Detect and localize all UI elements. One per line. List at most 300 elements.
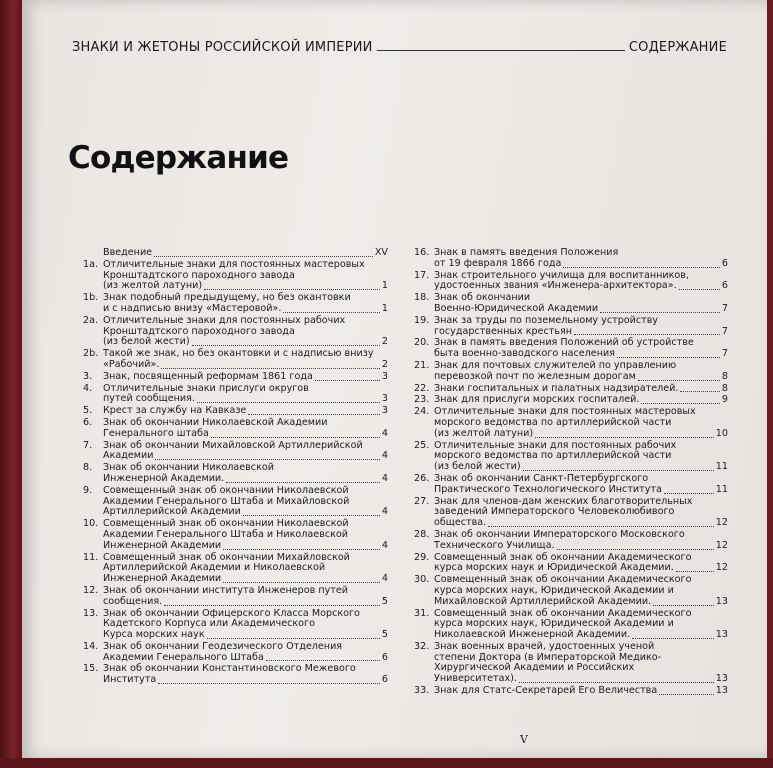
toc-leader-dots bbox=[488, 526, 714, 527]
toc-entry-text: Отличительные знаки для постоянных рабочих bbox=[103, 314, 346, 326]
toc-entry-number: 19. bbox=[414, 314, 430, 326]
book-page bbox=[22, 0, 767, 758]
toc-entry-text: Академии bbox=[103, 450, 154, 462]
toc-entry-body bbox=[103, 609, 388, 641]
toc-leader-dots bbox=[574, 334, 720, 335]
toc-entry bbox=[83, 664, 388, 686]
toc-entry-text: Хирургической Академии и Российских bbox=[434, 662, 635, 674]
toc-entry-body bbox=[434, 609, 728, 641]
toc-entry bbox=[83, 519, 388, 551]
toc-entry-line bbox=[434, 462, 728, 473]
toc-entry bbox=[414, 407, 728, 439]
toc-entry-line bbox=[103, 675, 388, 686]
toc-entry-page: 13 bbox=[715, 629, 728, 641]
toc-entry-page: 6 bbox=[381, 651, 388, 663]
toc-entry-text: Совмещенный знак об окончании Николаевской bbox=[103, 484, 349, 496]
toc-entry-text: Совмещенный знак об окончании Николаевской bbox=[103, 518, 349, 530]
toc-entry-body bbox=[434, 395, 728, 406]
toc-entry-text: Курса морских наук bbox=[103, 629, 205, 641]
toc-entry-number: 27. bbox=[414, 495, 430, 507]
toc-entry-number: 14. bbox=[83, 640, 99, 652]
toc-entry-number: 16. bbox=[414, 247, 430, 258]
toc-entry-text: Знак об окончании Императорского Московского bbox=[434, 528, 685, 540]
toc-leader-dots bbox=[155, 459, 379, 460]
toc-entry-page: 8 bbox=[721, 382, 728, 394]
toc-entry bbox=[83, 406, 388, 417]
toc-entry-text: Совмещенный знак об окончании Академического bbox=[434, 551, 692, 563]
toc-entry-text: (из желтой латуни) bbox=[103, 280, 203, 292]
toc-entry-text: Инженерной Академии bbox=[103, 539, 222, 551]
toc-entry-body bbox=[103, 316, 388, 348]
toc-entry-number: 3. bbox=[83, 370, 93, 382]
toc-entry-number: 5. bbox=[83, 405, 93, 417]
toc-entry-page: 11 bbox=[715, 461, 728, 473]
toc-entry-number: 9. bbox=[83, 484, 93, 496]
toc-entry-line bbox=[434, 281, 728, 292]
toc-entry-line bbox=[103, 541, 388, 552]
toc-right-column bbox=[414, 248, 728, 698]
toc-entry-page: XV bbox=[374, 247, 388, 258]
toc-entry bbox=[83, 586, 388, 608]
toc-entry-text: и с надписью внизу «Мастеровой». bbox=[103, 302, 282, 314]
toc-entry-text: удостоенных звания «Инженера-архитектора». bbox=[434, 280, 677, 292]
toc-entry-number: 4. bbox=[83, 382, 93, 394]
toc-entry-text: Знак для Статс-Секретарей Его Величества bbox=[434, 685, 658, 697]
toc-entry-body bbox=[103, 372, 388, 383]
toc-entry-text: общества. bbox=[434, 517, 487, 529]
toc-leader-dots bbox=[641, 403, 719, 404]
toc-entry-text: Университетах). bbox=[434, 673, 517, 685]
toc-entry-number: 7. bbox=[83, 439, 93, 451]
toc-entry-line bbox=[434, 563, 728, 574]
toc-entry bbox=[414, 271, 728, 293]
toc-entry-text: Технического Училища. bbox=[434, 539, 555, 551]
toc-entry bbox=[83, 372, 388, 383]
toc-entry-text: степени Доктора (в Императорской Медико- bbox=[434, 651, 662, 663]
book-cover-bottom bbox=[0, 758, 773, 768]
toc-entry-text: Института bbox=[103, 674, 157, 686]
toc-entry-page: 6 bbox=[721, 280, 728, 292]
toc-entry-text: Инженерной Академии bbox=[103, 573, 222, 585]
toc-leader-dots bbox=[557, 549, 714, 550]
toc-entry-body bbox=[103, 486, 388, 518]
toc-leader-dots bbox=[207, 638, 380, 639]
toc-entry-text: Знак подобный предыдущему, но без окантовки bbox=[103, 292, 351, 304]
toc-entry-number: 17. bbox=[414, 269, 430, 281]
toc-entry-line bbox=[434, 316, 728, 327]
toc-leader-dots bbox=[192, 345, 380, 346]
toc-entry-text: Артиллерийской Академии bbox=[103, 506, 241, 518]
toc-leader-dots bbox=[680, 391, 719, 392]
toc-entry-text: Знак в память введения Положений об устройстве bbox=[434, 337, 694, 349]
toc-entry-text: Знак военных врачей, удостоенных ученой bbox=[434, 640, 655, 652]
toc-entry-number: 11. bbox=[83, 551, 99, 563]
toc-leader-dots bbox=[204, 289, 380, 290]
toc-entry-number: 30. bbox=[414, 574, 430, 586]
toc-leader-dots bbox=[211, 437, 380, 438]
toc-entry-number: 15. bbox=[83, 663, 99, 675]
toc-entry-body bbox=[434, 293, 728, 315]
toc-leader-dots bbox=[164, 605, 380, 606]
toc-entry bbox=[83, 486, 388, 518]
toc-left-column bbox=[83, 248, 388, 687]
toc-leader-dots bbox=[617, 357, 720, 358]
toc-entry-number: 31. bbox=[414, 607, 430, 619]
toc-entry bbox=[414, 316, 728, 338]
toc-entry-page: 12 bbox=[715, 562, 728, 574]
toc-leader-dots bbox=[519, 682, 714, 683]
toc-entry bbox=[414, 338, 728, 360]
toc-entry-text: Кронштадтского пароходного завода bbox=[103, 325, 295, 337]
toc-entry bbox=[414, 642, 728, 685]
toc-entry-number: 10. bbox=[83, 518, 99, 530]
toc-entry-line bbox=[103, 372, 388, 383]
toc-entry-body bbox=[434, 384, 728, 395]
toc-entry-page: 7 bbox=[721, 325, 728, 337]
toc-entry bbox=[414, 474, 728, 496]
toc-entry-number: 21. bbox=[414, 359, 430, 371]
toc-entry-line bbox=[434, 372, 728, 383]
toc-entry-line bbox=[103, 507, 388, 518]
toc-entry-body bbox=[103, 418, 388, 440]
toc-entry-text: Совмещенный знак об окончании Академического bbox=[434, 607, 692, 619]
toc-leader-dots bbox=[632, 638, 714, 639]
toc-entry-line bbox=[103, 574, 388, 585]
toc-entry-page: 6 bbox=[721, 257, 728, 269]
toc-entry bbox=[83, 384, 388, 406]
toc-leader-dots bbox=[266, 660, 380, 661]
toc-entry-line bbox=[434, 597, 728, 608]
toc-entry bbox=[414, 395, 728, 406]
toc-leader-dots bbox=[223, 549, 380, 550]
toc-entry-text: (из желтой латуни) bbox=[434, 427, 534, 439]
toc-entry-text: Николаевской Инженерной Академии. bbox=[434, 629, 631, 641]
toc-entry-body bbox=[103, 384, 388, 406]
toc-leader-dots bbox=[161, 368, 380, 369]
toc-entry-body bbox=[103, 248, 388, 259]
toc-entry-page: 10 bbox=[715, 427, 728, 439]
toc-entry-page: 1 bbox=[381, 302, 388, 314]
toc-entry-line bbox=[103, 260, 388, 271]
toc-entry-text: Знак за труды по поземельному устройству bbox=[434, 314, 659, 326]
toc-entry-text: путей сообщения. bbox=[103, 393, 195, 405]
toc-entry-page: 1 bbox=[381, 280, 388, 292]
toc-entry-line bbox=[434, 384, 728, 395]
toc-entry-text: Знак для членов-дам женских благотворительных bbox=[434, 495, 693, 507]
toc-entry bbox=[414, 530, 728, 552]
toc-entry-text: Практического Технологического Института bbox=[434, 483, 662, 495]
toc-entry-text: Знак об окончании Николаевской bbox=[103, 462, 274, 474]
toc-entry-page: 12 bbox=[715, 539, 728, 551]
toc-entry-line bbox=[103, 316, 388, 327]
toc-leader-dots bbox=[638, 380, 720, 381]
toc-entry bbox=[414, 384, 728, 395]
toc-entry-number: 2b. bbox=[83, 348, 99, 360]
toc-entry-line bbox=[434, 630, 728, 641]
toc-entry-body bbox=[103, 441, 388, 463]
toc-entry-text: морского ведомства по артиллерийской части bbox=[434, 450, 672, 462]
toc-entry-line bbox=[103, 653, 388, 664]
toc-entry-line bbox=[434, 429, 728, 440]
toc-entry-text: Знак об окончании bbox=[434, 292, 531, 304]
toc-entry-line bbox=[103, 630, 388, 641]
toc-leader-dots bbox=[283, 312, 380, 313]
toc-entry-page: 12 bbox=[715, 517, 728, 529]
toc-entry-page: 4 bbox=[381, 506, 388, 518]
toc-entry-text: Инженерной Академии. bbox=[103, 472, 225, 484]
toc-entry-text: Отличительные знаки для постоянных рабочих bbox=[434, 439, 677, 451]
toc-entry-line bbox=[434, 541, 728, 552]
toc-entry-body bbox=[434, 271, 728, 293]
header-book-title: ЗНАКИ И ЖЕТОНЫ РОССИЙСКОЙ ИМПЕРИИ bbox=[72, 40, 373, 55]
toc-entry-page: 5 bbox=[381, 595, 388, 607]
toc-entry-body bbox=[103, 260, 388, 292]
toc-entry-number: 25. bbox=[414, 439, 430, 451]
toc-leader-dots bbox=[158, 683, 380, 684]
toc-entry-page: 3 bbox=[381, 405, 388, 417]
toc-entry-number: 6. bbox=[83, 416, 93, 428]
toc-entry-number: 2a. bbox=[83, 314, 99, 326]
toc-entry-line bbox=[103, 394, 388, 405]
toc-entry-body bbox=[434, 248, 728, 270]
toc-leader-dots bbox=[197, 402, 380, 403]
toc-entry-page: 3 bbox=[381, 393, 388, 405]
toc-entry-text: Совмещенный знак об окончании Академического bbox=[434, 574, 692, 586]
toc-entry-line bbox=[434, 259, 728, 270]
toc-entry-page: 2 bbox=[381, 358, 388, 370]
toc-entry-text: Знак об окончании Михайловской Артиллерийской bbox=[103, 439, 363, 451]
toc-entry-page: 4 bbox=[381, 472, 388, 484]
toc-entry-text: быта военно-заводского населения bbox=[434, 348, 615, 360]
toc-entry-text: Академии Генерального Штаба и Николаевской bbox=[103, 528, 349, 540]
toc-entry-text: Знак строительного училища для воспитанников, bbox=[434, 269, 690, 281]
toc-entry-text: Военно-Юридической Академии bbox=[434, 302, 599, 314]
toc-entry-number: 22. bbox=[414, 382, 430, 394]
toc-entry-body bbox=[434, 407, 728, 439]
toc-leader-dots bbox=[676, 571, 714, 572]
toc-entry-text: заведений Императорского Человеколюбивого bbox=[434, 506, 675, 518]
toc-entry-page: 6 bbox=[381, 674, 388, 686]
toc-entry bbox=[414, 441, 728, 473]
toc-entry-body bbox=[434, 497, 728, 529]
toc-entry-text: сообщения. bbox=[103, 595, 163, 607]
toc-entry-line bbox=[103, 486, 388, 497]
toc-entry-text: Знак об окончании Константиновского Межевого bbox=[103, 663, 356, 675]
toc-leader-dots bbox=[523, 470, 714, 471]
toc-entry-page: 4 bbox=[381, 450, 388, 462]
toc-entry-text: Артиллерийской Академии и Николаевской bbox=[103, 562, 326, 574]
toc-entry-body bbox=[434, 642, 728, 685]
toc-entry-page: 13 bbox=[715, 685, 728, 697]
toc-entry-text: Знак об окончании института Инженеров путей bbox=[103, 584, 349, 596]
toc-entry-line bbox=[103, 248, 388, 259]
toc-entry-line bbox=[103, 406, 388, 417]
toc-entry-text: Отличительные знаки для постоянных мастеровых bbox=[103, 258, 365, 270]
toc-leader-dots bbox=[664, 493, 714, 494]
toc-entry-body bbox=[434, 575, 728, 607]
toc-entry-number: 24. bbox=[414, 406, 430, 418]
toc-entry-text: морского ведомства по артиллерийской части bbox=[434, 416, 672, 428]
toc-entry bbox=[83, 293, 388, 315]
toc-entry-text: Академии Генерального Штаба и Михайловской bbox=[103, 495, 350, 507]
toc-entry-body bbox=[434, 338, 728, 360]
toc-entry bbox=[414, 553, 728, 575]
toc-entry-page: 4 bbox=[381, 539, 388, 551]
toc-entry-line bbox=[434, 304, 728, 315]
toc-entry-number: 26. bbox=[414, 472, 430, 484]
toc-entry-line bbox=[103, 337, 388, 348]
toc-entry-number: 33. bbox=[414, 685, 430, 697]
toc-entry bbox=[414, 686, 728, 697]
toc-entry-text: государственных крестьян bbox=[434, 325, 573, 337]
toc-entry bbox=[414, 609, 728, 641]
toc-entry-body bbox=[103, 642, 388, 664]
toc-entry-text: от 19 февраля 1866 года bbox=[434, 257, 562, 269]
toc-entry-page: 4 bbox=[381, 573, 388, 585]
toc-entry-line bbox=[434, 349, 728, 360]
toc-entry-number: 29. bbox=[414, 551, 430, 563]
toc-entry-number: 32. bbox=[414, 640, 430, 652]
toc-entry-body bbox=[434, 686, 728, 697]
toc-entry bbox=[83, 642, 388, 664]
toc-entry-body bbox=[103, 293, 388, 315]
toc-entry-text: Знак для прислуги морских госпиталей. bbox=[434, 394, 640, 406]
toc-entry-body bbox=[434, 441, 728, 473]
toc-entry-body bbox=[103, 349, 388, 371]
toc-entry bbox=[83, 553, 388, 585]
toc-entry-page: 5 bbox=[381, 629, 388, 641]
toc-entry bbox=[83, 441, 388, 463]
toc-entry-line bbox=[434, 686, 728, 697]
toc-entry-number: 18. bbox=[414, 292, 430, 304]
toc-entry-page: 7 bbox=[721, 302, 728, 314]
toc-entry-line bbox=[434, 518, 728, 529]
toc-leader-dots bbox=[248, 414, 380, 415]
header-rule bbox=[377, 50, 625, 51]
book-cover-edge bbox=[0, 0, 22, 768]
toc-entry-text: Кадетского Корпуса или Академического bbox=[103, 618, 315, 630]
toc-entry-page: 9 bbox=[721, 394, 728, 406]
toc-entry-text: Михайловской Артиллерийской Академии. bbox=[434, 595, 652, 607]
toc-entry-body bbox=[103, 586, 388, 608]
toc-entry-number: 28. bbox=[414, 528, 430, 540]
toc-entry-text: Знак об окончании Санкт-Петербургского bbox=[434, 472, 649, 484]
toc-entry-text: курса морских наук, Юридической Академии и bbox=[434, 618, 674, 630]
toc-entry-text: (из белой жести) bbox=[103, 336, 190, 348]
toc-entry-text: курса морских наук, Юридической Академии и bbox=[434, 584, 674, 596]
toc-entry-text: Генерального штаба bbox=[103, 427, 209, 439]
toc-entry bbox=[83, 316, 388, 348]
toc-entry-text: Академии Генерального Штаба bbox=[103, 651, 264, 663]
toc-entry-line bbox=[434, 674, 728, 685]
toc-entry-number: 1a. bbox=[83, 258, 99, 270]
toc-entry bbox=[83, 609, 388, 641]
toc-entry-text: Отличительные знаки для постоянных мастеровых bbox=[434, 406, 696, 418]
toc-leader-dots bbox=[535, 437, 714, 438]
toc-entry-page: 2 bbox=[381, 336, 388, 348]
toc-entry-body bbox=[103, 664, 388, 686]
toc-entry-line bbox=[434, 485, 728, 496]
toc-entry-page: 8 bbox=[721, 370, 728, 382]
toc-entry-text: курса морских наук и Юридической Академии. bbox=[434, 562, 674, 574]
toc-leader-dots bbox=[226, 482, 380, 483]
page-number: V bbox=[520, 733, 528, 746]
toc-entry-text: «Рабочий». bbox=[103, 358, 160, 370]
running-header bbox=[72, 35, 727, 55]
toc-entry-line bbox=[103, 474, 388, 485]
toc-entry-number: 12. bbox=[83, 584, 99, 596]
toc-entry-text: Отличительные знаки прислуги округов bbox=[103, 382, 309, 394]
toc-entry-text: Такой же знак, но без окантовки и с надписью внизу bbox=[103, 348, 374, 360]
toc-entry-text: Знаки госпитальных и палатных надзирателей. bbox=[434, 382, 679, 394]
toc-entry-line bbox=[103, 451, 388, 462]
toc-entry bbox=[83, 349, 388, 371]
toc-entry-body bbox=[434, 530, 728, 552]
toc-entry-line bbox=[103, 360, 388, 371]
toc-entry-text: Знак об окончании Офицерского Класса Морского bbox=[103, 607, 360, 619]
toc-entry-body bbox=[434, 553, 728, 575]
toc-leader-dots bbox=[315, 380, 380, 381]
toc-entry-text: Кронштадтского пароходного завода bbox=[103, 269, 295, 281]
toc-entry bbox=[83, 260, 388, 292]
toc-entry-page: 4 bbox=[381, 427, 388, 439]
toc-entry-line bbox=[434, 395, 728, 406]
toc-entry-body bbox=[434, 361, 728, 383]
toc-entry-number: 20. bbox=[414, 337, 430, 349]
toc-leader-dots bbox=[563, 267, 720, 268]
toc-entry-text: Совмещенный знак об окончании Михайловской bbox=[103, 551, 350, 563]
toc-leader-dots bbox=[223, 582, 380, 583]
toc-entry-number: 23. bbox=[414, 394, 430, 406]
toc-entry-text: Знак для почтовых служителей по управлению bbox=[434, 359, 677, 371]
toc-entry-body bbox=[103, 519, 388, 551]
toc-entry bbox=[83, 418, 388, 440]
toc-entry-page: 13 bbox=[715, 595, 728, 607]
header-section-title: СОДЕРЖАНИЕ bbox=[628, 40, 727, 55]
toc-entry-text: Знак в память введения Положения bbox=[434, 247, 619, 258]
toc-entry-number: 1b. bbox=[83, 292, 99, 304]
toc-entry-text: перевозкой почт по железным дорогам bbox=[434, 370, 636, 382]
toc-leader-dots bbox=[243, 515, 380, 516]
toc-entry-line bbox=[103, 429, 388, 440]
toc-entry-body bbox=[103, 463, 388, 485]
toc-entry bbox=[83, 248, 388, 259]
toc-entry bbox=[83, 463, 388, 485]
toc-entry bbox=[414, 248, 728, 270]
toc-entry bbox=[414, 497, 728, 529]
toc-entry-text: Знак об окончании Геодезического Отделения bbox=[103, 640, 343, 652]
toc-entry-line bbox=[434, 327, 728, 338]
toc-entry-page: 3 bbox=[381, 370, 388, 382]
toc-entry-line bbox=[103, 281, 388, 292]
toc-entry-text: Знак об окончании Николаевской Академии bbox=[103, 416, 328, 428]
toc-leader-dots bbox=[679, 289, 720, 290]
toc-entry-body bbox=[103, 406, 388, 417]
toc-leader-dots bbox=[154, 256, 373, 257]
toc-entry-text: Знак, посвященный реформам 1861 года bbox=[103, 370, 313, 382]
toc-entry-body bbox=[103, 553, 388, 585]
toc-entry bbox=[414, 293, 728, 315]
toc-entry-page: 7 bbox=[721, 348, 728, 360]
toc-entry-line bbox=[103, 304, 388, 315]
toc-entry-text: Крест за службу на Кавказе bbox=[103, 405, 247, 417]
toc-entry-page: 13 bbox=[715, 673, 728, 685]
toc-entry bbox=[414, 575, 728, 607]
toc-entry-text: (из белой жести) bbox=[434, 461, 521, 473]
toc-leader-dots bbox=[600, 312, 720, 313]
page-title: Содержание bbox=[68, 140, 289, 176]
toc-entry-line bbox=[103, 597, 388, 608]
